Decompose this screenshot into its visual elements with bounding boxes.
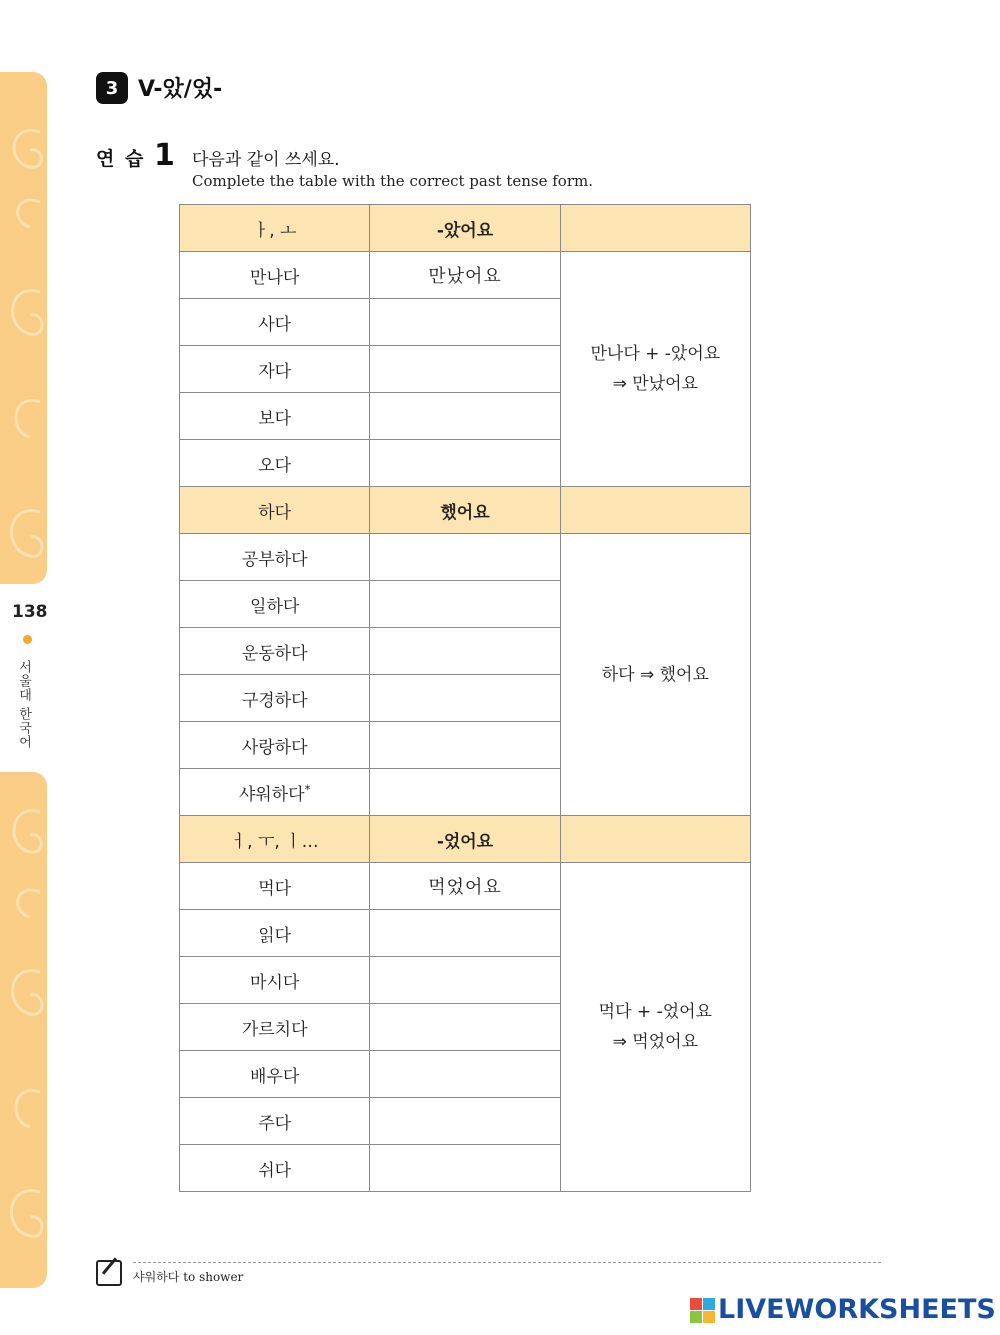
rule-cell	[560, 252, 750, 487]
answer-cell[interactable]	[370, 581, 560, 628]
table-row	[180, 863, 751, 910]
verb-cell: 일하다	[180, 581, 370, 628]
verb-cell: 쉬다	[180, 1145, 370, 1192]
answer-cell[interactable]	[370, 534, 560, 581]
answer-cell[interactable]	[370, 769, 560, 816]
group-header-row	[180, 205, 751, 252]
page-number: 138	[12, 602, 48, 622]
footer-divider	[133, 1262, 881, 1263]
logo-blocks-icon	[690, 1298, 716, 1324]
answer-cell[interactable]	[370, 440, 560, 487]
answer-cell[interactable]	[370, 346, 560, 393]
instruction-english: Complete the table with the correct past tense form.	[192, 172, 593, 190]
verb-cell: 만나다	[180, 252, 370, 299]
vowel-header: 하다	[180, 487, 370, 534]
vowel-header: ㅓ, ㅜ, ㅣ…	[180, 816, 370, 863]
answer-cell[interactable]	[370, 1004, 560, 1051]
verb-cell: 배우다	[180, 1051, 370, 1098]
verb-cell: 먹다	[180, 863, 370, 910]
answer-cell[interactable]: 만났어요	[370, 252, 560, 299]
rule-header-blank	[560, 816, 750, 863]
vocab-note	[133, 1268, 243, 1285]
exercise-label-text: 연 습	[96, 148, 146, 170]
rule-line: ⇒ 만났어요	[612, 374, 698, 394]
rule-cell	[560, 534, 750, 816]
decorative-side-band-bottom	[0, 772, 47, 1288]
answer-cell[interactable]	[370, 722, 560, 769]
verb-cell: 운동하다	[180, 628, 370, 675]
rule-cell	[560, 863, 750, 1192]
page-dot	[23, 635, 32, 644]
verb-cell: 보다	[180, 393, 370, 440]
pencil-note-icon	[96, 1260, 122, 1286]
verb-cell: 오다	[180, 440, 370, 487]
vowel-header: ㅏ, ㅗ	[180, 205, 370, 252]
rule-line: 먹다 + -었어요	[598, 1002, 712, 1022]
exercise-label	[96, 138, 175, 173]
verb-cell: 공부하다	[180, 534, 370, 581]
answer-cell[interactable]	[370, 628, 560, 675]
vocab-english: to shower	[183, 1270, 244, 1284]
answer-cell[interactable]	[370, 299, 560, 346]
ending-header: -았어요	[370, 205, 560, 252]
table-row	[180, 252, 751, 299]
rule-line: ⇒ 먹었어요	[612, 1032, 698, 1052]
answer-cell[interactable]: 먹었어요	[370, 863, 560, 910]
rule-header-blank	[560, 205, 750, 252]
rule-line: 만나다 + -았어요	[590, 344, 721, 364]
verb-cell: 구경하다	[180, 675, 370, 722]
verb-cell: 가르치다	[180, 1004, 370, 1051]
verb-cell: 마시다	[180, 957, 370, 1004]
exercise-number: 1	[153, 138, 175, 173]
answer-cell[interactable]	[370, 393, 560, 440]
liveworksheets-logo	[690, 1294, 996, 1325]
instruction-korean: 다음과 같이 쓰세요.	[192, 150, 340, 170]
rule-line: 하다 ⇒ 했어요	[601, 664, 709, 685]
verb-cell: 주다	[180, 1098, 370, 1145]
vocab-korean: 샤워하다	[133, 1270, 180, 1284]
section-title: V-았/었-	[138, 77, 223, 102]
answer-cell[interactable]	[370, 1145, 560, 1192]
answer-cell[interactable]	[370, 1051, 560, 1098]
group-header-row	[180, 487, 751, 534]
verb-cell: 사랑하다	[180, 722, 370, 769]
rule-header-blank	[560, 487, 750, 534]
answer-cell[interactable]	[370, 675, 560, 722]
ending-header: -었어요	[370, 816, 560, 863]
book-title: 서울대 한국어	[16, 660, 31, 750]
verb-cell: 읽다	[180, 910, 370, 957]
verb-cell: 사다	[180, 299, 370, 346]
group-header-row	[180, 816, 751, 863]
answer-cell[interactable]	[370, 957, 560, 1004]
brand-name: LIVEWORKSHEETS	[718, 1294, 996, 1325]
verb-cell	[180, 769, 370, 816]
section-number-badge: 3	[96, 72, 128, 104]
answer-cell[interactable]	[370, 1098, 560, 1145]
answer-cell[interactable]	[370, 910, 560, 957]
table-row	[180, 534, 751, 581]
ending-header: 했어요	[370, 487, 560, 534]
verb-cell: 자다	[180, 346, 370, 393]
footnote-mark: *	[304, 781, 311, 796]
conjugation-table	[179, 204, 751, 1192]
verb-text: 샤워하다	[238, 784, 305, 805]
decorative-side-band-top	[0, 72, 47, 584]
